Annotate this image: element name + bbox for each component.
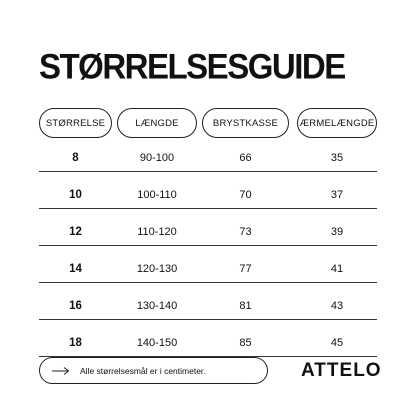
cell-sleeve-length: 41 (330, 262, 344, 275)
cell-length: 120-130 (136, 262, 178, 275)
measurement-note (39, 357, 268, 384)
table-header (0, 108, 416, 138)
cell-chest: 81 (239, 299, 252, 312)
size-table-body (39, 143, 377, 357)
cell-size: 12 (69, 225, 82, 238)
arrow-right-icon (52, 366, 70, 376)
cell-size: 18 (69, 336, 82, 349)
cell-chest: 73 (239, 225, 252, 238)
table-row (39, 180, 377, 209)
cell-chest: 77 (239, 262, 252, 275)
header-chest: BRYSTKASSE (202, 108, 289, 138)
table-row (39, 254, 377, 283)
cell-sleeve-length: 37 (330, 188, 344, 201)
table-row (39, 217, 377, 246)
brand-logo: ATTELO (301, 360, 382, 381)
cell-length: 100-110 (137, 188, 177, 201)
header-length: LÆNGDE (117, 108, 197, 138)
cell-size: 10 (69, 188, 82, 201)
header-sleeve-length: ÆRMELÆNGDE (297, 108, 377, 138)
cell-sleeve-length: 39 (330, 225, 344, 238)
measurement-note-text: Alle størrelsesmål er i centimeter. (80, 365, 206, 376)
cell-sleeve-length: 43 (330, 299, 344, 312)
cell-length: 130-140 (136, 299, 178, 312)
table-row (39, 291, 377, 320)
page-title: STØRRELSESGUIDE (39, 46, 345, 86)
table-row (39, 328, 377, 357)
cell-length: 140-150 (136, 336, 178, 349)
cell-size: 14 (69, 262, 82, 275)
table-row (39, 143, 377, 172)
cell-size: 8 (72, 151, 79, 164)
cell-length: 110-120 (137, 225, 177, 238)
cell-length: 90-100 (139, 151, 175, 164)
cell-chest: 66 (239, 151, 252, 164)
cell-size: 16 (69, 299, 82, 312)
header-size: STØRRELSE (39, 108, 112, 138)
cell-sleeve-length: 35 (330, 151, 344, 164)
cell-sleeve-length: 45 (330, 336, 344, 349)
cell-chest: 70 (239, 188, 252, 201)
cell-chest: 85 (239, 336, 252, 349)
